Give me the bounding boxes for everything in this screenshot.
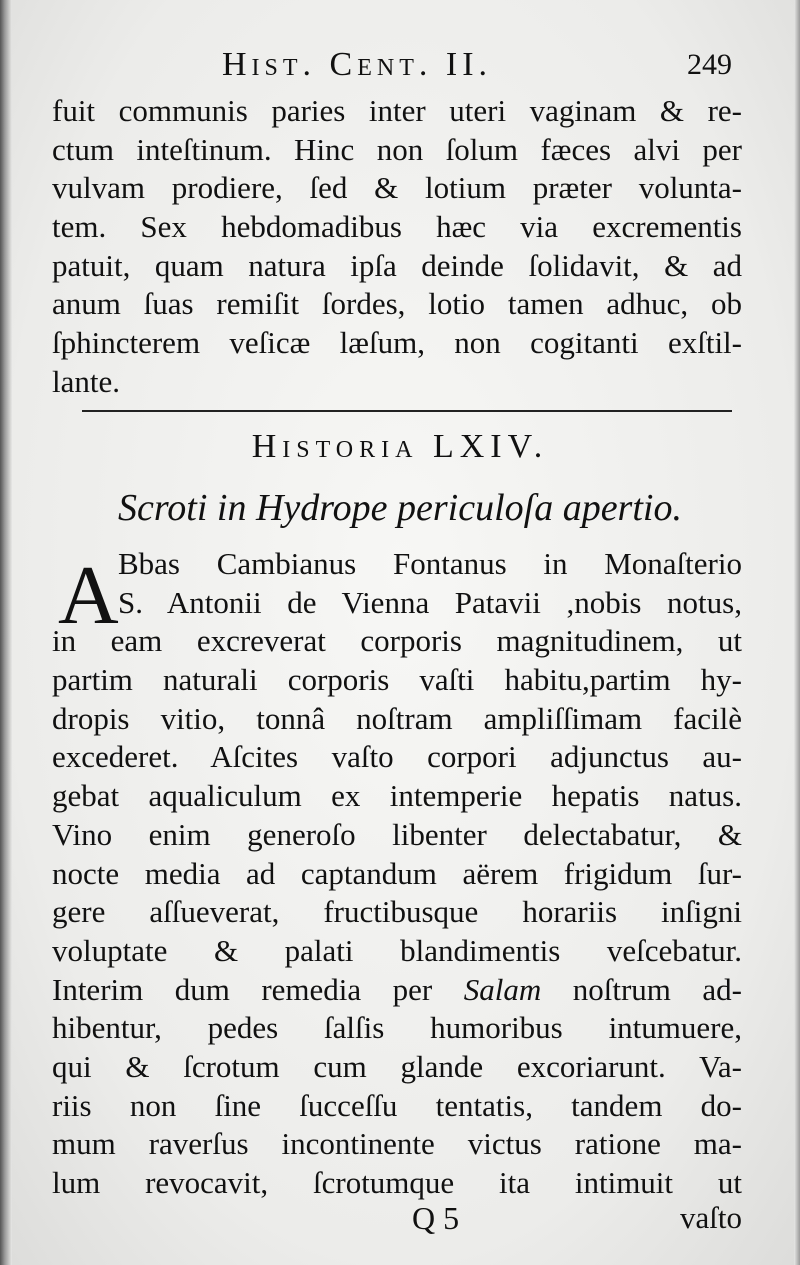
continued-paragraph [52,92,742,402]
text-line: in eam excreverat corporis magnitudinem, ut [52,623,742,659]
text-line: fuit communis paries inter uteri vaginam & re- [52,93,742,128]
text-fragment: Interim dum remedia per [52,971,464,1007]
text-line: Bbas Cambianus Fontanus in Monaſterio [118,546,742,581]
page-edge-shadow [794,0,800,1265]
text-line: lum revocavit, ſcrotumque ita intimuit ut [52,1165,742,1200]
text-line: dropis vitio, tonnâ noſtram ampliſſimam facilè [52,700,742,736]
section-subtitle: Scroti in Hydrope periculoſa apertio. [118,487,682,529]
catchword: vaſto [680,1200,742,1235]
text-line: gebat aqualiculum ex intemperie hepatis natus. [52,778,742,814]
page-gutter-shadow [0,0,12,1265]
main-paragraph [52,545,742,1203]
text-line: Vino enim generoſo libenter delectabatur, & [52,816,742,852]
signature-mark: Q 5 [412,1200,460,1236]
page-footer [52,1200,742,1244]
page-number: 249 [687,48,732,81]
text-line: partim naturali corporis vaſti habitu,partim hy- [52,662,742,698]
text-line: nocte media ad captandum aërem frigidum ſur- [52,855,742,891]
text-line: riis non ſine ſucceſſu tentatis, tandem do- [52,1087,742,1123]
text-line: ctum inteſtinum. Hinc non ſolum fæces alvi per [52,131,742,167]
text-line: patuit, quam natura ipſa deinde ſolidavit, & ad [52,247,742,283]
text-line-interim [52,971,742,1010]
text-line: S. Antonii de Vienna Patavii ,nobis notus, [118,584,742,620]
text-line: mum raverſus incontinente victus ratione ma- [52,1126,742,1162]
section-heading: Historia LXIV. [251,428,549,465]
drop-capital: A [58,549,119,642]
text-line: lante. [52,363,120,399]
text-line: anum ſuas remiſit ſordes, lotio tamen adhuc, ob [52,286,742,322]
text-line: excederet. Aſcites vaſto corpori adjunctus au- [52,739,742,775]
text-line: hibentur, pedes ſalſis humoribus intumuere, [52,1010,742,1046]
text-line: qui & ſcrotum cum glande excoriarunt. Va- [52,1048,742,1084]
text-line: gere aſſueverat, fructibusque horariis inſigni [52,894,742,930]
running-head [52,44,742,94]
text-fragment: noſtrum ad- [541,971,742,1007]
text-line: ſphincterem veſicæ læſum, non cogitanti exſtil- [52,325,742,361]
running-head-title: Hist. Cent. II. [222,46,493,83]
text-line: voluptate & palati blandimentis veſcebatur. [52,932,742,968]
italic-name-salam: Salam [463,971,542,1007]
text-line: vulvam prodiere, ſed & lotium præter volunta- [52,170,742,206]
text-line: tem. Sex hebdomadibus hæc via excrementis [52,209,742,245]
section-divider [82,410,732,412]
